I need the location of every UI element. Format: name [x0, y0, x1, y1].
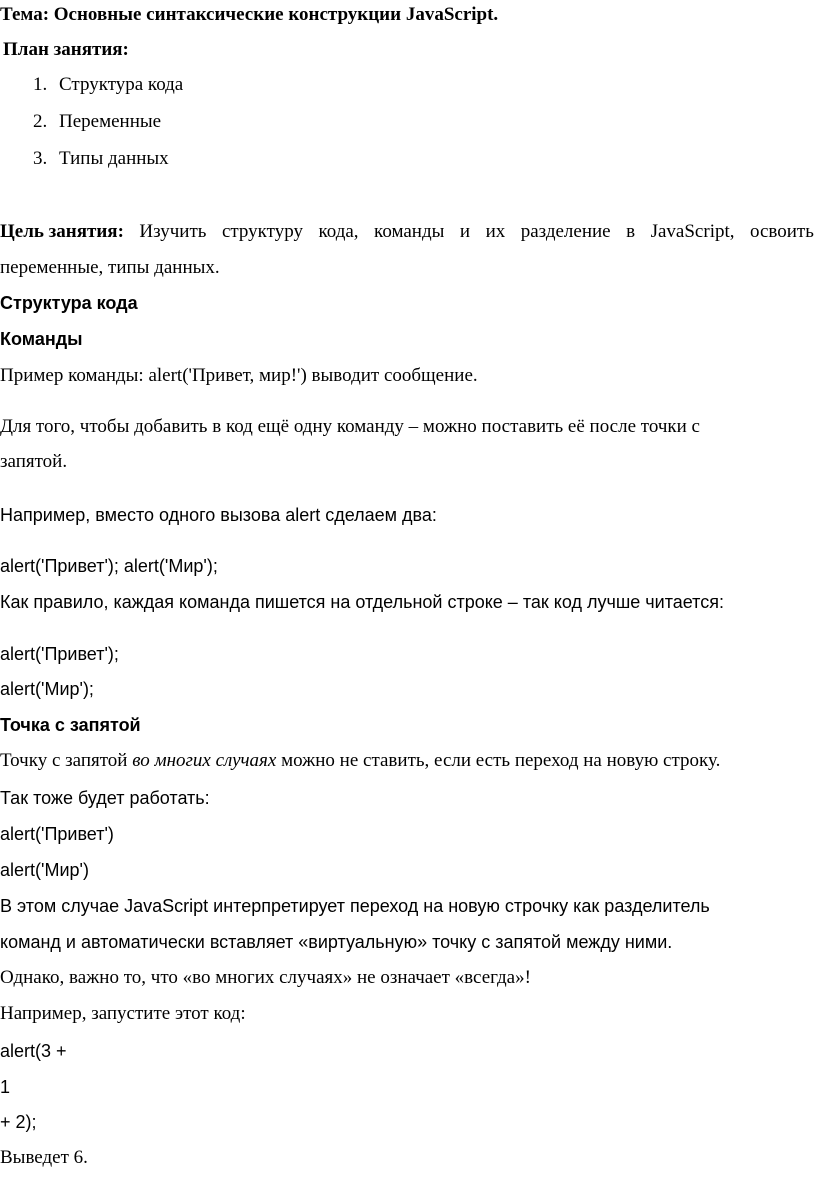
code-line: alert('Мир'); — [0, 679, 94, 699]
plan-item-number: 2. — [33, 111, 48, 132]
goal-word: освоить — [750, 221, 814, 242]
paragraph-however: Однако, важно то, что «во многих случаях» не означает «всегда»! — [0, 967, 531, 988]
goal-word: в — [626, 221, 636, 242]
plan-item-2 — [33, 110, 161, 134]
paragraph-add-command-line-1: Для того, чтобы добавить в код ещё одну команду – можно поставить её после точки с — [0, 416, 700, 437]
goal-line-2: переменные, типы данных. — [0, 257, 220, 278]
goal-word: разделение — [520, 221, 611, 242]
goal-word: структуру — [221, 221, 303, 242]
paragraph-rule: Как правило, каждая команда пишется на отдельной строке – так код лучше читается: — [0, 592, 724, 612]
semicolon-text-after: можно не ставить, если есть переход на новую строку. — [276, 750, 721, 771]
goal-word: команды — [374, 221, 445, 242]
paragraph-add-command-line-2: запятой. — [0, 451, 68, 472]
code-inline-two-alerts: alert('Привет'); alert('Мир'); — [0, 556, 218, 576]
page-title: Тема: Основные синтаксические конструкции JavaScript. — [0, 4, 499, 25]
paragraph-semicolon — [0, 749, 720, 773]
goal-word: и — [459, 221, 471, 242]
code-line: 1 — [0, 1077, 11, 1097]
semicolon-text-italic: во многих случаях — [132, 750, 277, 771]
paragraph-result: Выведет 6. — [0, 1147, 88, 1168]
goal-word: JavaScript, — [650, 221, 735, 242]
plan-item-text: Типы данных — [59, 148, 169, 169]
plan-item-number: 1. — [33, 74, 48, 95]
goal-label: Цель занятия: — [0, 221, 124, 242]
subsection-heading-commands: Команды — [0, 329, 83, 349]
paragraph-instead: Например, вместо одного вызова alert сделаем два: — [0, 505, 437, 525]
semicolon-text-before: Точку с запятой — [0, 750, 133, 771]
paragraph-run-code: Например, запустите этот код: — [0, 1003, 246, 1024]
goal-line-1 — [0, 220, 814, 244]
plan-item-text: Переменные — [59, 111, 162, 132]
goal-word: их — [485, 221, 506, 242]
code-line: alert('Мир') — [0, 860, 89, 880]
paragraph-case-line-2: команд и автоматически вставляет «виртуальную» точку с запятой между ними. — [0, 932, 673, 952]
code-line: alert('Привет'); — [0, 644, 119, 664]
code-line: + 2); — [0, 1112, 37, 1132]
plan-item-number: 3. — [33, 148, 48, 169]
code-line: alert(3 + — [0, 1041, 67, 1061]
plan-item-text: Структура кода — [59, 74, 184, 95]
section-heading-structure: Структура кода — [0, 293, 138, 313]
paragraph-case-line-1: В этом случае JavaScript интерпретирует переход на новую строчку как разделитель — [0, 896, 710, 916]
code-line: alert('Привет') — [0, 824, 114, 844]
paragraph-also-works: Так тоже будет работать: — [0, 788, 210, 808]
paragraph-example: Пример команды: alert('Привет, мир!') выводит сообщение. — [0, 365, 478, 386]
subsection-heading-semicolon: Точка с запятой — [0, 715, 141, 735]
goal-word: кода, — [318, 221, 359, 242]
goal-word: Изучить — [139, 221, 207, 242]
plan-item-1 — [33, 73, 183, 97]
plan-heading: План занятия: — [3, 39, 129, 60]
plan-item-3 — [33, 147, 169, 171]
